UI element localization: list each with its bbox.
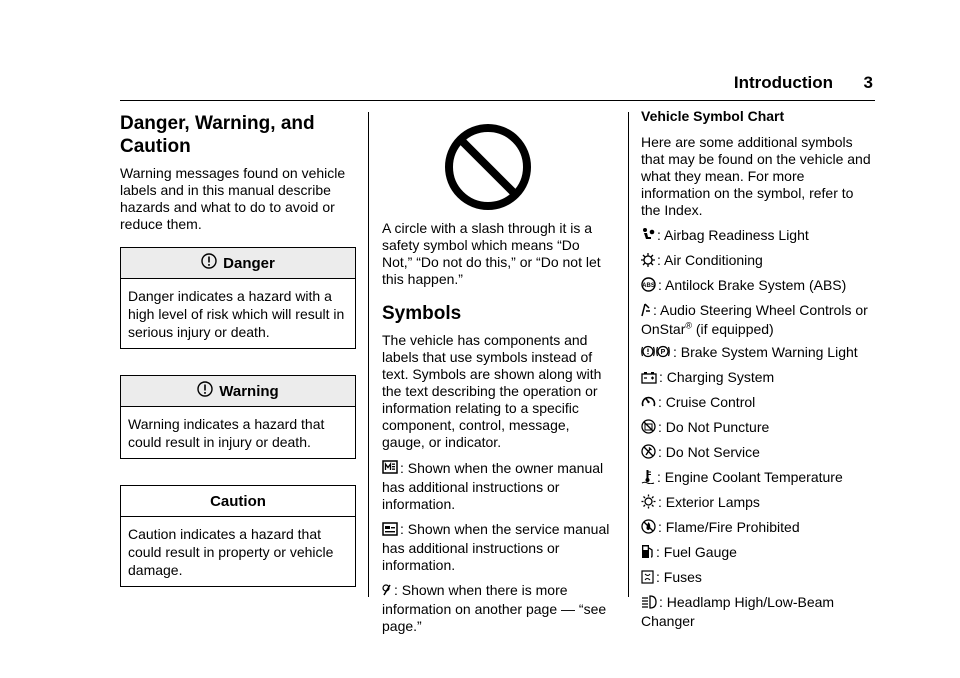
warning-box-body: Warning indicates a hazard that could result in injury or death.: [128, 416, 325, 450]
coolant-temp-icon: [641, 469, 655, 488]
no-flame-icon: [641, 519, 656, 538]
cruise-control-icon: [641, 394, 656, 413]
danger-box-body: Danger indicates a hazard with a high level of risk which will result in serious injury or death.: [128, 288, 345, 340]
danger-box-title: Danger: [121, 248, 355, 279]
fuel-pump-icon: [641, 544, 654, 563]
warning-triangle-icon: [201, 253, 217, 273]
intro-paragraph: Warning messages found on vehicle labels and in this manual describe hazards and what to do to avoid or reduce them.: [120, 165, 346, 232]
svg-text:P: P: [660, 349, 666, 357]
abs-icon: [641, 277, 656, 296]
symbol-puncture: : Do Not Puncture: [641, 419, 875, 438]
page-number: 3: [863, 73, 873, 92]
warning-box-title: Warning: [121, 376, 355, 407]
page-reference-icon: [382, 583, 392, 601]
snowflake-icon: [641, 253, 655, 271]
symbol-ac: : Air Conditioning: [641, 252, 875, 271]
svg-text:ABS: ABS: [642, 283, 655, 289]
service-manual-icon: [382, 522, 398, 540]
no-puncture-icon: [641, 419, 656, 438]
column-divider: [628, 112, 629, 597]
column-divider: [368, 112, 369, 597]
column-right: [641, 108, 875, 636]
symbol-coolant: : Engine Coolant Temperature: [641, 469, 875, 488]
caution-box-body: Caution indicates a hazard that could result in property or vehicle damage.: [128, 526, 334, 578]
symbol-audio: : Audio Steering Wheel Controls or OnStar® (if equipped): [641, 302, 868, 337]
symbol-brake: P : Brake System Warning Light: [641, 344, 875, 363]
symbol-fuses: : Fuses: [641, 569, 875, 588]
section-title: Introduction: [733, 73, 833, 92]
symbol-lamps: : Exterior Lamps: [641, 494, 875, 513]
caution-box: [120, 485, 356, 587]
column-middle: [382, 108, 610, 643]
symbol-chart-title: Vehicle Symbol Chart: [641, 108, 785, 124]
warning-circle-icon: [197, 381, 213, 401]
airbag-icon: [641, 227, 655, 246]
brake-warning-icon: [641, 344, 671, 363]
symbol-headlamp: : Headlamp High/Low-Beam Changer: [641, 594, 835, 629]
battery-icon: [641, 371, 657, 388]
warning-box: [120, 375, 356, 459]
symbol-service: : Do Not Service: [641, 444, 875, 463]
symbols-heading: Symbols: [382, 303, 462, 324]
see-page-entry: : Shown when there is more information on another page — “see page.”: [382, 582, 607, 634]
symbol-chart-intro: Here are some additional symbols that may be found on the vehicle and what they mean. For more information on the symbol, refer to the Index.: [641, 134, 871, 218]
symbol-airbag: : Airbag Readiness Light: [641, 227, 875, 246]
symbols-paragraph: The vehicle has components and labels that use symbols instead of text. Symbols are shown along with the text describing the operation or information relating to a specific component, control, message, gauge, or indicator.: [382, 332, 602, 450]
slash-explanation: A circle with a slash through it is a safety symbol which means “Do Not,” “Do not do this,” or “Do not let this happen.”: [382, 220, 601, 287]
section-heading: Danger, Warning, and Caution: [120, 113, 315, 157]
high-beam-icon: [641, 595, 657, 613]
owner-manual-entry: : Shown when the owner manual has additional instructions or information.: [382, 460, 604, 512]
column-left: [120, 108, 356, 613]
prohibition-icon: [443, 122, 533, 212]
fuse-icon: [641, 570, 654, 588]
page-header: [120, 70, 875, 101]
no-service-icon: [641, 444, 656, 463]
no-sign-graphic: [382, 122, 610, 212]
danger-box: [120, 247, 356, 349]
symbol-abs: ABS : Antilock Brake System (ABS): [641, 277, 875, 296]
book-icon: [382, 459, 398, 479]
audio-steering-icon: [641, 302, 651, 321]
service-manual-entry: : Shown when the service manual has additional instructions or information.: [382, 521, 610, 573]
symbol-cruise: : Cruise Control: [641, 394, 875, 413]
symbol-fuel: : Fuel Gauge: [641, 544, 875, 563]
caution-box-title: Caution: [121, 486, 355, 517]
symbol-charging: : Charging System: [641, 369, 875, 388]
exterior-lamp-icon: [641, 494, 656, 513]
symbol-flame: : Flame/Fire Prohibited: [641, 519, 875, 538]
